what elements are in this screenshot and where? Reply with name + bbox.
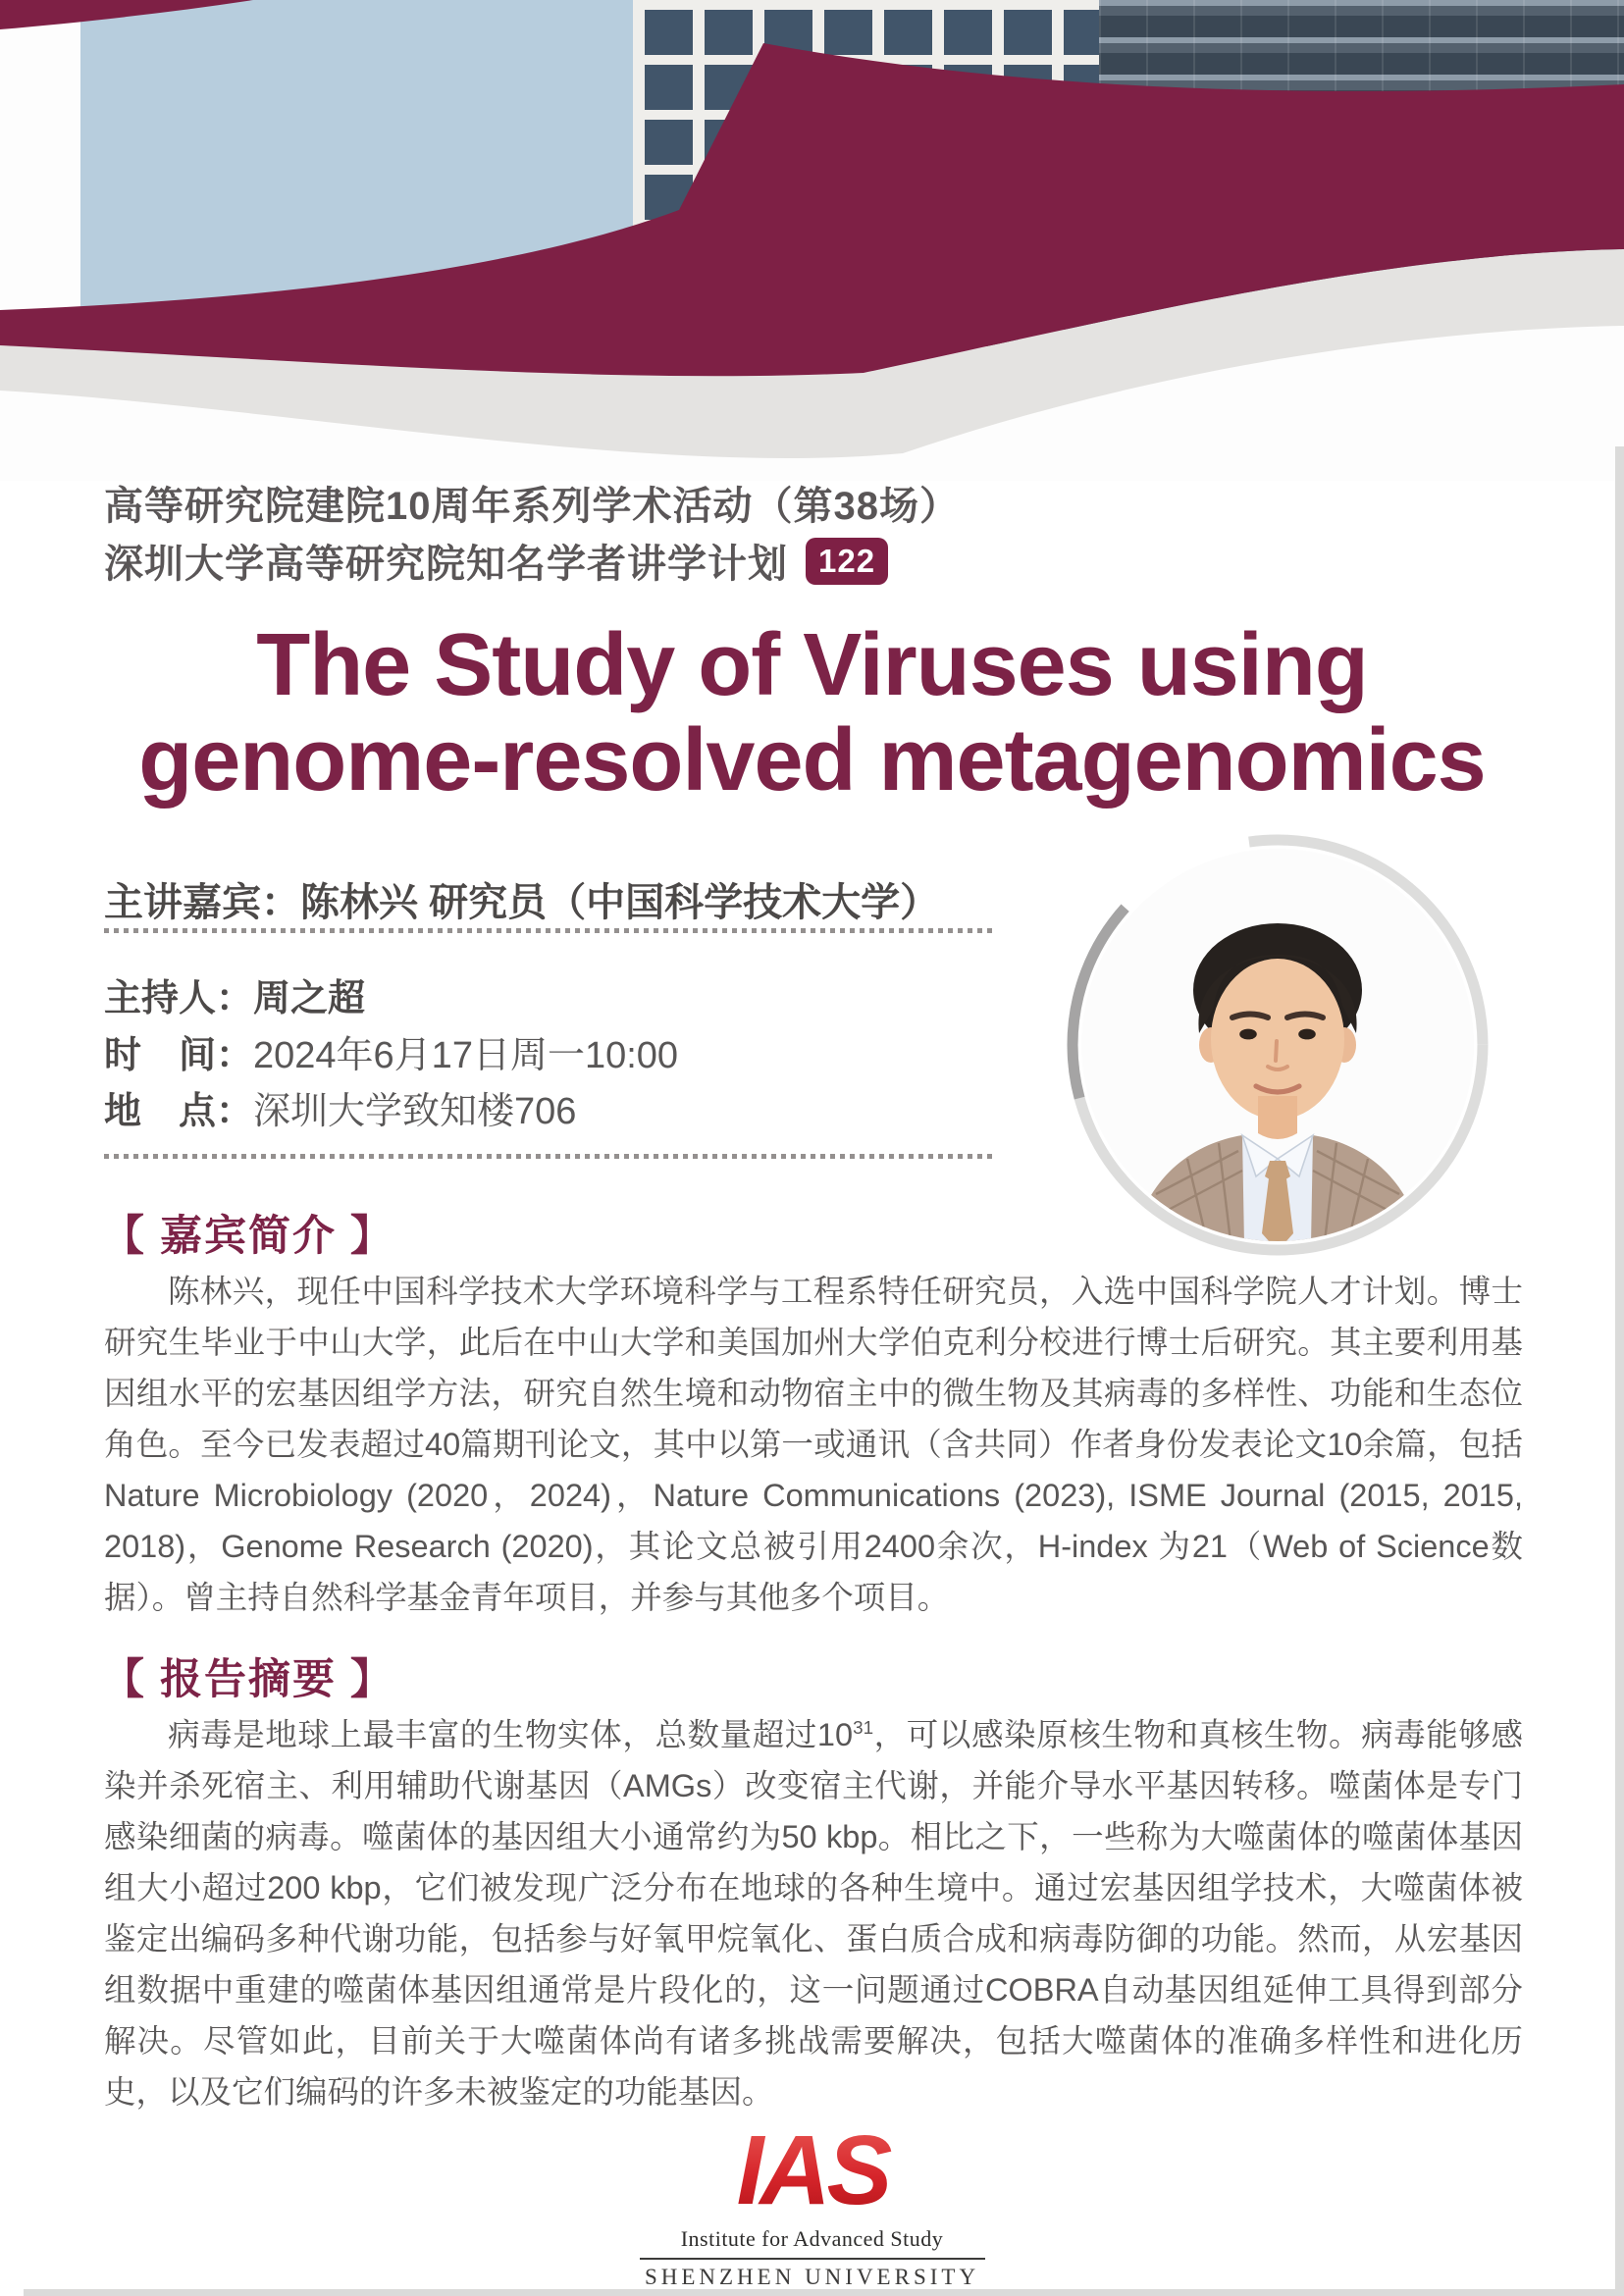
dotted-divider-top	[104, 928, 992, 933]
lecture-title-line1: The Study of Viruses using	[256, 616, 1368, 714]
host-line	[104, 967, 365, 1021]
bio-section-heading: 【 嘉宾简介 】	[102, 1213, 394, 1260]
ias-logo	[577, 2117, 1048, 2290]
page-edge-shadow-bottom	[24, 2289, 1624, 2296]
portrait-photo-icon	[1081, 849, 1474, 1241]
series-title-line1: 高等研究院建院10周年系列学术活动（第38场）	[104, 485, 960, 528]
institute-name: Institute for Advanced Study	[680, 2226, 944, 2251]
host-label: 主持人：	[104, 978, 254, 1019]
ribbon-swoosh-graphic	[0, 0, 1624, 481]
logo-divider	[640, 2258, 985, 2260]
series-title-line2-row	[104, 533, 888, 589]
ias-logo-text: IAS	[736, 2117, 888, 2219]
venue-label: 地 点：	[104, 1091, 254, 1132]
abstract-superscript: 31	[853, 1717, 874, 1739]
speaker-line	[104, 871, 939, 927]
lecture-title	[0, 618, 1624, 809]
abstract-text-before-sup: 病毒是地球上最丰富的生物实体，总数量超过10	[168, 1717, 854, 1752]
speaker-value: 陈林兴 研究员（中国科学技术大学）	[300, 881, 940, 924]
lecture-title-line2: genome-resolved metagenomics	[138, 711, 1486, 809]
page-edge-shadow-right	[1615, 446, 1624, 2296]
speaker-label: 主讲嘉宾：	[104, 881, 300, 924]
lecture-number-badge: 122	[806, 538, 888, 585]
time-value: 2024年6月17日周一10:00	[253, 1035, 679, 1076]
venue-value: 深圳大学致知楼706	[253, 1091, 577, 1132]
time-line	[104, 1024, 678, 1078]
venue-line	[104, 1080, 576, 1134]
host-value: 周之超	[253, 978, 366, 1019]
series-title-line2: 深圳大学高等研究院知名学者讲学计划	[104, 543, 788, 586]
bio-paragraph: 陈林兴，现任中国科学技术大学环境科学与工程系特任研究员，入选中国科学院人才计划。博士研究生毕业于中山大学，此后在中山大学和美国加州大学伯克利分校进行博士后研究。其主要利用基因组水平的宏基因组学方法，研究自然生境和动物宿主中的微生物及其病毒的多样性、功能和生态位角色。至今已发表超过40篇期刊论文，其中以第一或通讯（含共同）作者身份发表论文10余篇，包括 Nature Microbiology (2020，2024)，Nature Communications (2023), ISME Journal (2015, 2015, 2018)，Genome Research (2020)，其论文总被引用2400余次，H-index 为21（Web of Science数据）。曾主持自然科学基金青年项目，并参与其他多个项目。	[104, 1274, 1523, 1615]
ias-logo-icon	[665, 2117, 960, 2219]
time-label: 时 间：	[104, 1035, 254, 1076]
abstract-paragraph	[104, 1709, 1523, 2117]
dotted-divider-bottom	[104, 1154, 992, 1159]
university-name: SHENZHEN UNIVERSITY	[644, 2265, 980, 2289]
abstract-text-after-sup: ，可以感染原核生物和真核生物。病毒能够感染并杀死宿主、利用辅助代谢基因（AMGs）改变宿主代谢，并能介导水平基因转移。噬菌体是专门感染细菌的病毒。噬菌体的基因组大小通常约为50 kbp。相比之下，一些称为大噬菌体的噬菌体基因组大小超过200 kbp，它们被发现广泛分布在地球的各种生境中。通过宏基因组学技术，大噬菌体被鉴定出编码多种代谢功能，包括参与好氧甲烷氧化、蛋白质合成和病毒防御的功能。然而，从宏基因组数据中重建的噬菌体基因组通常是片段化的，这一问题通过COBRA自动基因组延伸工具得到部分解决。尽管如此，目前关于大噬菌体尚有诸多挑战需要解决，包括大噬菌体的准确多样性和进化历史，以及它们编码的许多未被鉴定的功能基因。	[104, 1717, 1523, 2110]
speaker-portrait	[1062, 829, 1493, 1261]
abstract-section-heading: 【 报告摘要 】	[102, 1656, 394, 1703]
header-building-photo	[0, 0, 1624, 481]
